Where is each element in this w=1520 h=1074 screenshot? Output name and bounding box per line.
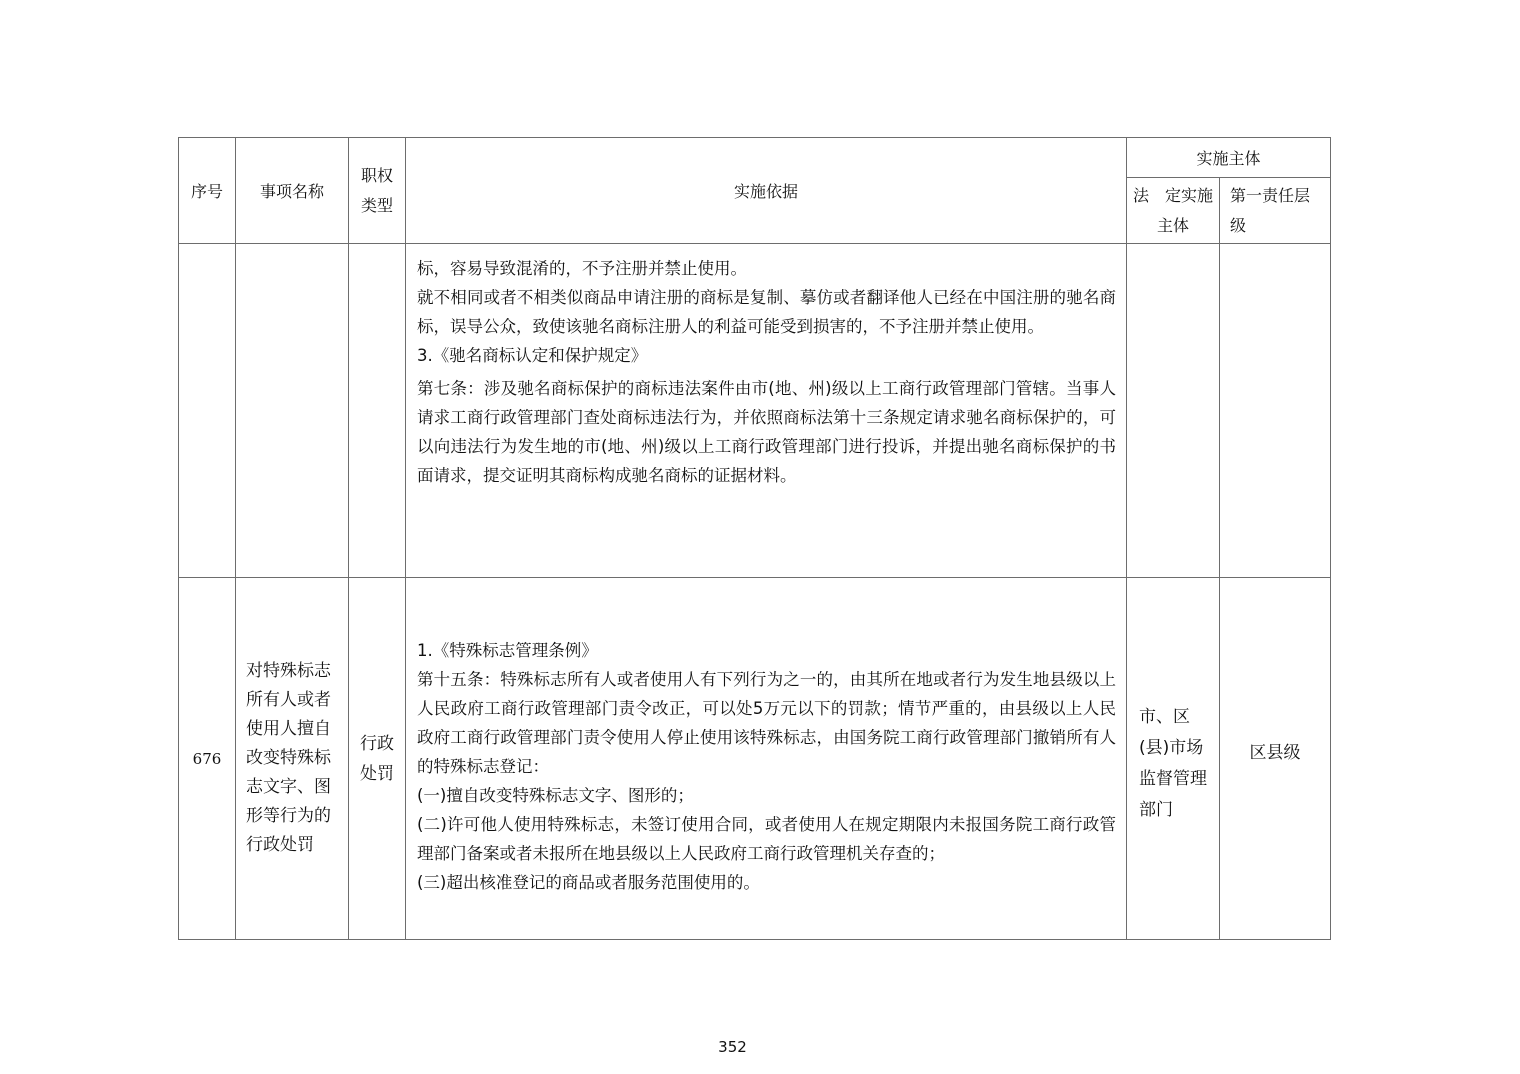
- header-power-type: 职权类型: [349, 138, 406, 244]
- header-item-name: 事项名称: [236, 138, 349, 244]
- row-first-level: 区县级: [1220, 578, 1331, 940]
- basis-paragraph: (三)超出核准登记的商品或者服务范围使用的。: [417, 873, 760, 892]
- page-number: 352: [718, 1038, 747, 1056]
- row-legal-subject: [1127, 244, 1220, 578]
- header-first-level: 第一责任层级: [1220, 178, 1331, 244]
- basis-law-title: 1.《特殊标志管理条例》: [417, 641, 598, 660]
- row-legal-subject: 市、区(县)市场监督管理部门: [1127, 578, 1220, 940]
- header-seq: 序号: [179, 138, 236, 244]
- basis-law-title: 3.《驰名商标认定和保护规定》: [417, 346, 648, 365]
- header-legal-subject: 法 定实施主体: [1127, 178, 1220, 244]
- table-row: [179, 244, 1331, 578]
- row-power-type: 行政处罚: [349, 578, 406, 940]
- row-basis: [406, 244, 1127, 578]
- basis-paragraph: 标，容易导致混淆的，不予注册并禁止使用。: [417, 259, 747, 278]
- row-item-name: [236, 244, 349, 578]
- header-basis: 实施依据: [406, 138, 1127, 244]
- row-seq: 676: [179, 578, 236, 940]
- row-basis: [406, 578, 1127, 940]
- row-item-name: 对特殊标志所有人或者使用人擅自改变特殊标志文字、图形等行为的行政处罚: [236, 578, 349, 940]
- basis-paragraph: 第十五条：特殊标志所有人或者使用人有下列行为之一的，由其所在地或者行为发生地县级以上人民政府工商行政管理部门责令改正，可以处5万元以下的罚款；情节严重的，由县级以上人民政府工商行政管理部门责令使用人停止使用该特殊标志，由国务院工商行政管理部门撤销所有人的特殊标志登记：: [417, 670, 1116, 776]
- table-row: [179, 578, 1331, 940]
- row-first-level: [1220, 244, 1331, 578]
- basis-paragraph: 就不相同或者不相类似商品申请注册的商标是复制、摹仿或者翻译他人已经在中国注册的驰名商标，误导公众，致使该驰名商标注册人的利益可能受到损害的，不予注册并禁止使用。: [417, 288, 1116, 336]
- basis-paragraph: 第七条：涉及驰名商标保护的商标违法案件由市(地、州)级以上工商行政管理部门管辖。当事人请求工商行政管理部门查处商标违法行为，并依照商标法第十三条规定请求驰名商标保护的，可以向违法行为发生地的市(地、州)级以上工商行政管理部门进行投诉，并提出驰名商标保护的书面请求，提交证明其商标构成驰名商标的证据材料。: [417, 379, 1116, 485]
- row-power-type: [349, 244, 406, 578]
- basis-paragraph: (二)许可他人使用特殊标志，未签订使用合同，或者使用人在规定期限内未报国务院工商行政管理部门备案或者未报所在地县级以上人民政府工商行政管理机关存查的；: [417, 815, 1116, 863]
- header-subject-group: 实施主体: [1127, 138, 1331, 178]
- row-seq: [179, 244, 236, 578]
- enforcement-table: [178, 137, 1331, 940]
- basis-paragraph: (一)擅自改变特殊标志文字、图形的；: [417, 786, 694, 805]
